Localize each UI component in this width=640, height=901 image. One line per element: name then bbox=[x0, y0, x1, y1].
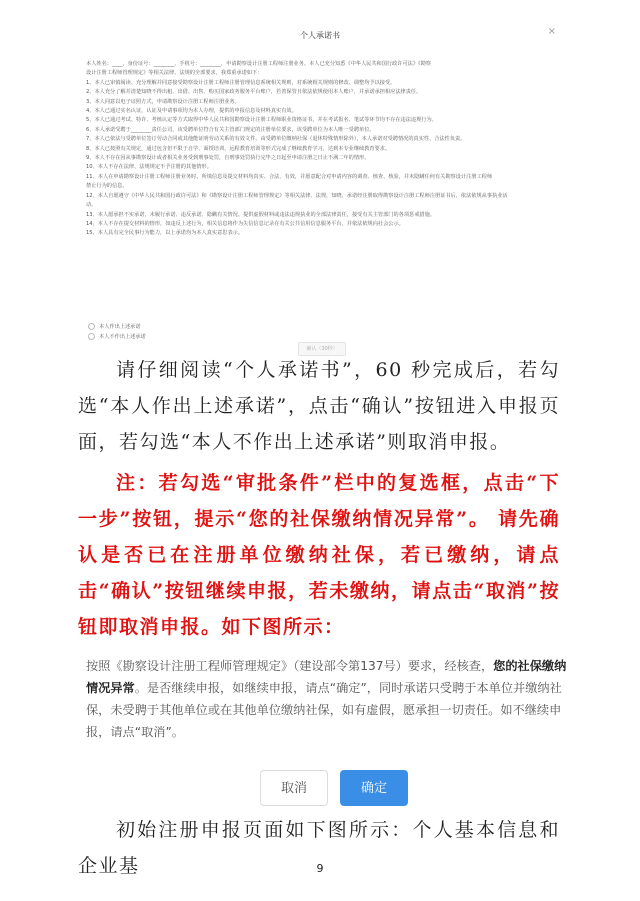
confirm-button[interactable]: 确定 bbox=[340, 770, 408, 806]
commitment-text bbox=[86, 60, 554, 239]
warning-text bbox=[86, 655, 572, 743]
confirm-countdown-button[interactable]: 确认（30秒） bbox=[298, 342, 346, 356]
commitment-line: 10、本人不存在法律、法规规定不予注册的其他情形。 bbox=[86, 164, 212, 171]
radio-icon[interactable] bbox=[88, 323, 95, 330]
note-paragraph: 注：若勾选“审批条件”栏中的复选框，点击“下一步”按钮，提示“您的社保缴纳情况异常”。 请先确认是否已在注册单位缴纳社保，若已缴纳，请点击“确认”按钮继续申报，若未缴纳，请点击“取消”按钮即取消申报。如下图所示： bbox=[78, 472, 560, 638]
warning-text-end: 。是否继续申报，如继续申报，请点“确定”，同时承诺只受聘于本单位并缴纳社保，未受聘于其他单位或在其他单位缴纳社保，如有虚假，愿承担一切责任。如不继续申报，请点“取消”。 bbox=[86, 681, 562, 739]
instruction-paragraph: 请仔细阅读“个人承诺书”，60 秒完成后，若勾选“本人作出上述承诺”，点击“确认”按钮进入申报页面，若勾选“本人不作出上述承诺”则取消申报。 bbox=[78, 359, 560, 453]
close-icon[interactable]: × bbox=[547, 26, 556, 37]
commitment-line: 5、本人已通过考试、特许、考核认定等方式取得中华人民共和国勘察设计注册工程师职业资格证书，并在考试报名、笔试等环节均不存在违法违规行为。 bbox=[86, 117, 437, 124]
commitment-line: 14、本人不存在提交材料的情形，如违反上述行为，相关信息将作为失信信息记录在有关公共信用信息服务平台，并依法依规向社会公示。 bbox=[86, 220, 404, 227]
warning-text-start: 按照《勘察设计注册工程师管理规定》（建设部令第137号）要求，经核查， bbox=[86, 659, 494, 673]
commitment-line: 11、本人在申请勘察设计注册工程师注册业务时，所填信息及提交材料均真实、合法、有效，并愿意配合对申请内容的调查、核查、核验，并未隐瞒任何有关勘察设计注册工程师 bbox=[86, 173, 493, 180]
option-not-commit-label: 本人不作出上述承诺 bbox=[99, 334, 146, 340]
commitment-line: 12、本人自愿遵守《中华人民共和国行政许可法》和《勘察设计注册工程师管理规定》等相关法律、法规，知晓、承诺经注册取得勘察设计注册工程师注册证书后，依法依规从事执业活 bbox=[86, 192, 508, 199]
social-insurance-warning bbox=[86, 655, 572, 815]
commitment-line: 本人姓名：____，身份证号：________，手机号：________，申请勘察设计注册工程师注册业务。本人已充分知悉《中华人民共和国行政许可法》《勘察 bbox=[86, 61, 431, 67]
page-number: 9 bbox=[316, 862, 324, 875]
commitment-options bbox=[88, 322, 146, 342]
commitment-line: 动。 bbox=[86, 202, 97, 209]
option-not-commit[interactable] bbox=[88, 332, 146, 342]
commitment-dialog bbox=[76, 16, 564, 352]
commitment-line: 13、本人愿承担不实承诺、未履行承诺、违反承诺、隐瞒有关情况、提供虚假材料或违法违规执业的全部法律责任，接受有关主管部门的各项惩戒措施。 bbox=[86, 211, 435, 218]
commitment-line: 15、本人具有完全民事行为能力，以上承诺均为本人真实意思表示。 bbox=[86, 230, 244, 237]
commitment-line: 2、本人充分了解并清楚知晓不得出租、出借、出售、购买国家政务服务平台账户，若善保管且依法依规使用本人账户，并承诺承担相应法律责任。 bbox=[86, 89, 422, 96]
option-commit-label: 本人作出上述承诺 bbox=[99, 324, 141, 330]
commitment-line: 设计注册工程师管理规定》等相关法律、法规的全部要求，我郑重承诺如下： bbox=[86, 70, 263, 77]
dialog-title: 个人承诺书 bbox=[300, 31, 340, 40]
warning-highlight: 您的社保缴纳情况异常 bbox=[86, 659, 567, 695]
intro-paragraph: 初始注册申报页面如下图所示：个人基本信息和企业基 bbox=[78, 819, 560, 877]
radio-icon[interactable] bbox=[88, 333, 95, 340]
commitment-line: 禁止行为的信息。 bbox=[86, 183, 128, 190]
commitment-line: 4、本人已通过实名认证，认证及申请事项均为本人办理，提供的申报信息及材料真实有效。 bbox=[86, 108, 297, 115]
commitment-line: 1、本人已审慎阅读、充分理解并同意接受勘察设计注册工程师注册管理信息系统相关规则，对系统相关规则的修改、调整均予以接受。 bbox=[86, 79, 396, 86]
commitment-line: 8、本人已按照有关规定，通过包含但不限于自学、面授培训、远程教育培训等形式完成了继续教育学习，达到本专业继续教育要求。 bbox=[86, 145, 391, 152]
commitment-line: 9、本人不存在因从事勘察设计或者相关业务受到刑事处罚，自刑事处罚执行完毕之日起至申请注册之日止不满二年的情形。 bbox=[86, 155, 370, 162]
option-commit[interactable] bbox=[88, 322, 146, 332]
commitment-line: 7、本人已依法与受聘单位签订劳动合同或其他能证明劳动关系的有效文件，由受聘单位缴纳社保（退休特殊情形除外），本人承诺对受聘情况的真实性、合法性负责。 bbox=[86, 136, 466, 143]
commitment-line: 6、本人承诺受聘于________责任公司，该受聘单位符合有关主管部门规定的注册单位要求，该受聘单位为本人唯一受聘单位。 bbox=[86, 126, 375, 133]
commitment-line: 3、本人同意以电子证照方式，申请勘察设计注册工程师注册业务。 bbox=[86, 98, 240, 105]
cancel-button[interactable]: 取消 bbox=[260, 770, 328, 806]
